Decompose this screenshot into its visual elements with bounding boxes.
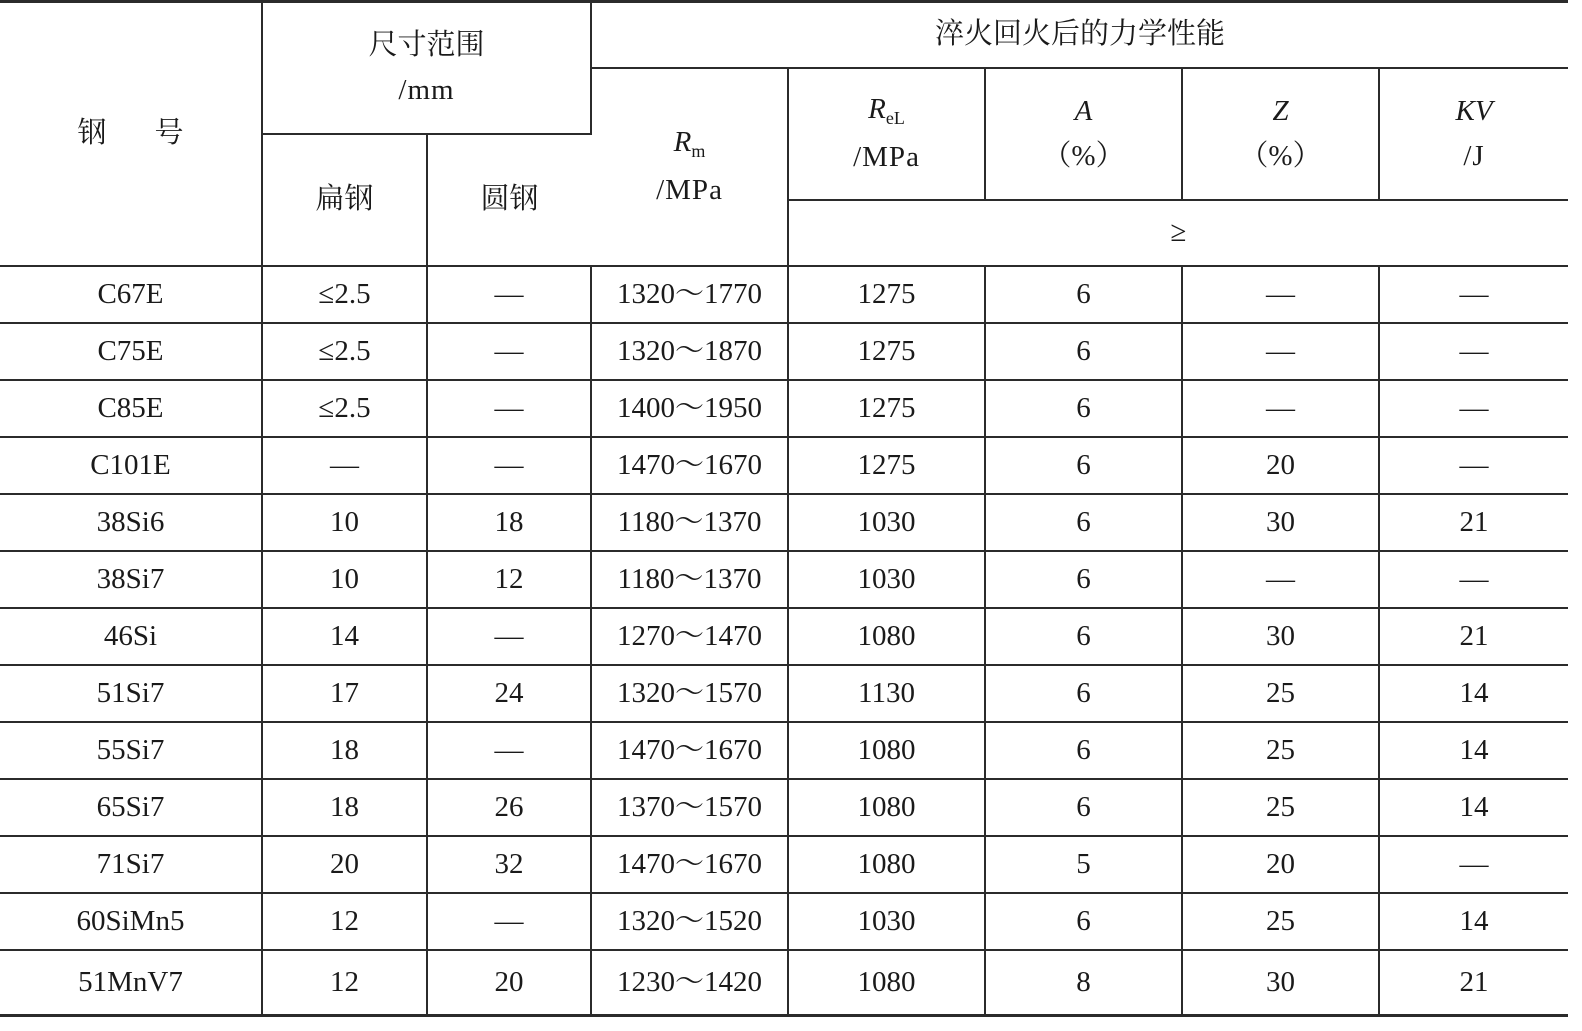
cell-round: 18 [427, 494, 591, 551]
cell-rel: 1080 [788, 608, 985, 665]
table-row [0, 893, 1568, 950]
cell-z: 30 [1182, 494, 1379, 551]
cell-z: 20 [1182, 437, 1379, 494]
cell-z: 30 [1182, 950, 1379, 1016]
cell-rel: 1275 [788, 437, 985, 494]
header-a-symbol: A [1074, 94, 1093, 127]
cell-flat: 10 [262, 494, 427, 551]
cell-a: 6 [985, 323, 1182, 380]
header-rel-symbol: R [868, 93, 886, 126]
table-row [0, 266, 1568, 323]
cell-a: 6 [985, 380, 1182, 437]
table-row [0, 323, 1568, 380]
cell-z: — [1182, 323, 1379, 380]
header-flat-steel-label: 扁钢 [315, 183, 374, 216]
table-row [0, 494, 1568, 551]
header-z-symbol: Z [1272, 94, 1289, 127]
cell-grade: 46Si [0, 608, 262, 665]
cell-flat: ≤2.5 [262, 380, 427, 437]
cell-a: 5 [985, 836, 1182, 893]
cell-kv: 21 [1379, 494, 1568, 551]
cell-z: — [1182, 380, 1379, 437]
cell-rm: 1230～1420 [591, 950, 788, 1016]
cell-round: — [427, 722, 591, 779]
cell-flat: 17 [262, 665, 427, 722]
header-steel-grade-part1: 钢 [77, 117, 107, 150]
header-impact-energy [1379, 68, 1568, 200]
cell-rm: 1470～1670 [591, 437, 788, 494]
cell-kv: — [1379, 380, 1568, 437]
header-size-range-unit: /mm [398, 73, 455, 106]
cell-flat: 14 [262, 608, 427, 665]
cell-kv: — [1379, 437, 1568, 494]
table-header [0, 2, 1568, 266]
cell-rel: 1080 [788, 950, 985, 1016]
header-minimum-sign [788, 200, 1568, 266]
cell-round: — [427, 437, 591, 494]
cell-rm: 1270～1470 [591, 608, 788, 665]
cell-grade: C101E [0, 437, 262, 494]
cell-rm: 1320～1520 [591, 893, 788, 950]
cell-grade: C75E [0, 323, 262, 380]
cell-z: 30 [1182, 608, 1379, 665]
cell-flat: 18 [262, 779, 427, 836]
cell-flat: ≤2.5 [262, 266, 427, 323]
cell-grade: C67E [0, 266, 262, 323]
header-tensile-strength [591, 68, 788, 266]
cell-z: — [1182, 551, 1379, 608]
cell-round: 12 [427, 551, 591, 608]
cell-round: — [427, 380, 591, 437]
header-minimum-sign-label: ≥ [1170, 216, 1187, 249]
header-reduction-of-area [1182, 68, 1379, 200]
cell-z: 25 [1182, 665, 1379, 722]
cell-rel: 1130 [788, 665, 985, 722]
header-steel-grade [0, 2, 262, 266]
cell-rel: 1275 [788, 323, 985, 380]
cell-round: — [427, 323, 591, 380]
header-size-range-title: 尺寸范围 [368, 28, 485, 61]
cell-z: — [1182, 266, 1379, 323]
header-mechanical-properties [591, 2, 1568, 68]
header-elongation [985, 68, 1182, 200]
cell-kv: 14 [1379, 665, 1568, 722]
cell-grade: 38Si6 [0, 494, 262, 551]
table-body [0, 266, 1568, 1016]
cell-a: 6 [985, 494, 1182, 551]
table-row [0, 551, 1568, 608]
cell-round: 20 [427, 950, 591, 1016]
cell-rel: 1030 [788, 494, 985, 551]
cell-rm: 1400～1950 [591, 380, 788, 437]
header-a-unit: （%） [1042, 139, 1125, 172]
cell-a: 6 [985, 779, 1182, 836]
cell-rm: 1370～1570 [591, 779, 788, 836]
header-kv-symbol: KV [1455, 94, 1493, 127]
cell-round: 32 [427, 836, 591, 893]
header-size-range [262, 2, 591, 134]
cell-kv: 21 [1379, 608, 1568, 665]
cell-round: — [427, 608, 591, 665]
header-flat-steel [262, 134, 427, 266]
cell-grade: 60SiMn5 [0, 893, 262, 950]
cell-grade: 38Si7 [0, 551, 262, 608]
cell-a: 6 [985, 551, 1182, 608]
header-round-steel-label: 圆钢 [480, 183, 539, 216]
table-row [0, 779, 1568, 836]
cell-flat: 12 [262, 950, 427, 1016]
table-row [0, 437, 1568, 494]
table-row [0, 950, 1568, 1016]
header-rm-unit: /MPa [656, 173, 723, 206]
cell-grade: C85E [0, 380, 262, 437]
cell-flat: — [262, 437, 427, 494]
cell-grade: 51Si7 [0, 665, 262, 722]
cell-kv: — [1379, 266, 1568, 323]
cell-a: 6 [985, 266, 1182, 323]
cell-rm: 1320～1570 [591, 665, 788, 722]
cell-rel: 1080 [788, 836, 985, 893]
table-row [0, 836, 1568, 893]
cell-rm: 1180～1370 [591, 551, 788, 608]
header-rm-symbol: R [673, 126, 692, 159]
cell-a: 6 [985, 608, 1182, 665]
cell-round: — [427, 266, 591, 323]
cell-kv: 14 [1379, 893, 1568, 950]
header-rel-subscript: eL [885, 108, 905, 129]
cell-a: 8 [985, 950, 1182, 1016]
header-steel-grade-part2: 号 [154, 117, 184, 150]
header-kv-unit: /J [1463, 139, 1485, 172]
cell-kv: — [1379, 551, 1568, 608]
cell-kv: 14 [1379, 779, 1568, 836]
cell-z: 25 [1182, 722, 1379, 779]
header-rel-unit: /MPa [853, 140, 920, 173]
cell-grade: 71Si7 [0, 836, 262, 893]
cell-flat: 10 [262, 551, 427, 608]
header-round-steel [427, 134, 591, 266]
cell-grade: 65Si7 [0, 779, 262, 836]
cell-round: — [427, 893, 591, 950]
header-rm-subscript: m [691, 141, 706, 162]
cell-grade: 55Si7 [0, 722, 262, 779]
cell-grade: 51MnV7 [0, 950, 262, 1016]
table-row [0, 608, 1568, 665]
cell-rel: 1030 [788, 893, 985, 950]
header-z-unit: （%） [1239, 139, 1322, 172]
cell-rm: 1180～1370 [591, 494, 788, 551]
cell-rm: 1320～1870 [591, 323, 788, 380]
cell-kv: 21 [1379, 950, 1568, 1016]
table-row [0, 380, 1568, 437]
cell-flat: 20 [262, 836, 427, 893]
cell-flat: 12 [262, 893, 427, 950]
cell-kv: 14 [1379, 722, 1568, 779]
cell-round: 24 [427, 665, 591, 722]
cell-rel: 1275 [788, 380, 985, 437]
cell-z: 25 [1182, 779, 1379, 836]
header-rel-symbol-group [868, 92, 905, 130]
cell-flat: ≤2.5 [262, 323, 427, 380]
cell-kv: — [1379, 836, 1568, 893]
cell-rm: 1470～1670 [591, 836, 788, 893]
cell-rel: 1080 [788, 779, 985, 836]
header-rm-symbol-group [674, 125, 706, 163]
cell-round: 26 [427, 779, 591, 836]
cell-rel: 1030 [788, 551, 985, 608]
table-row [0, 722, 1568, 779]
table-row [0, 665, 1568, 722]
cell-rm: 1470～1670 [591, 722, 788, 779]
cell-a: 6 [985, 893, 1182, 950]
cell-a: 6 [985, 437, 1182, 494]
header-mechanical-properties-title: 淬火回火后的力学性能 [935, 18, 1226, 51]
cell-z: 25 [1182, 893, 1379, 950]
cell-z: 20 [1182, 836, 1379, 893]
cell-a: 6 [985, 665, 1182, 722]
cell-rm: 1320～1770 [591, 266, 788, 323]
cell-rel: 1275 [788, 266, 985, 323]
cell-flat: 18 [262, 722, 427, 779]
header-yield-strength [788, 68, 985, 200]
cell-a: 6 [985, 722, 1182, 779]
cell-kv: — [1379, 323, 1568, 380]
cell-rel: 1080 [788, 722, 985, 779]
